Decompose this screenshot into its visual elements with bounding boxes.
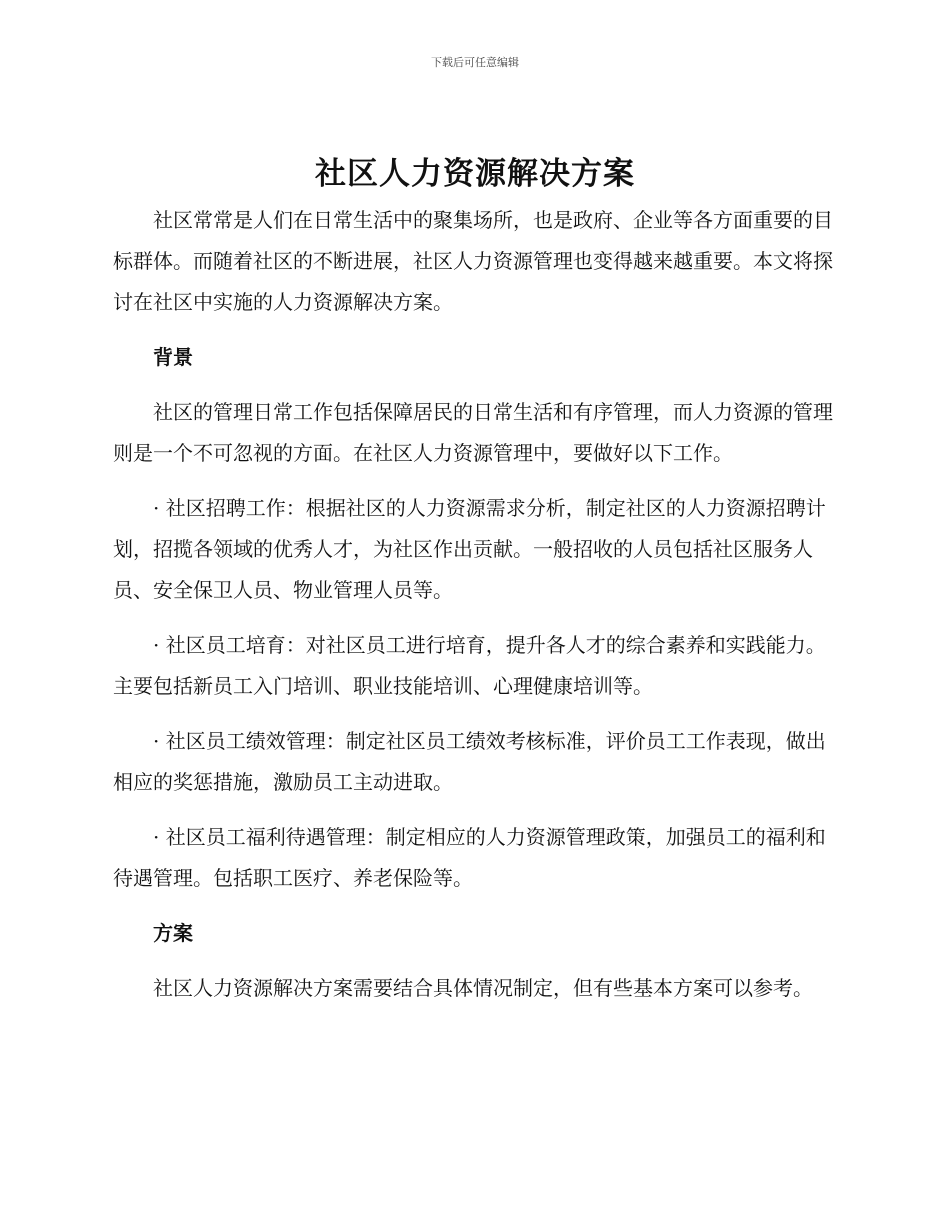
header-note: 下载后可任意编辑 (431, 56, 519, 69)
section-heading-plan: 方案 (153, 921, 193, 945)
list-item-performance: · 社区员工绩效管理：制定社区员工绩效考核标准，评价员工工作表现，做出相应的奖惩措施，激励员工主动进取。 (113, 729, 826, 794)
list-item-training: · 社区员工培育：对社区员工进行培育，提升各人才的综合素养和实践能力。主要包括新员工入门培训、职业技能培训、心理健康培训等。 (113, 633, 826, 698)
section-heading-background: 背景 (153, 345, 193, 369)
intro-paragraph: 社区常常是人们在日常生活中的聚集场所，也是政府、企业等各方面重要的目标群体。而随着社区的不断进展，社区人力资源管理也变得越来越重要。本文将探讨在社区中实施的人力资源解决方案。 (113, 208, 833, 314)
list-item-recruitment: · 社区招聘工作：根据社区的人力资源需求分析，制定社区的人力资源招聘计划，招揽各领域的优秀人才，为社区作出贡献。一般招收的人员包括社区服务人员、安全保卫人员、物业管理人员等。 (113, 496, 826, 602)
plan-paragraph: 社区人力资源解决方案需要结合具体情况制定，但有些基本方案可以参考。 (153, 976, 813, 1000)
document-title: 社区人力资源解决方案 (315, 156, 635, 192)
document-body (113, 200, 833, 1023)
list-item-welfare: · 社区员工福利待遇管理：制定相应的人力资源管理政策，加强员工的福利和待遇管理。包括职工医疗、养老保险等。 (113, 825, 826, 890)
background-paragraph: 社区的管理日常工作包括保障居民的日常生活和有序管理，而人力资源的管理则是一个不可忽视的方面。在社区人力资源管理中，要做好以下工作。 (113, 400, 833, 465)
